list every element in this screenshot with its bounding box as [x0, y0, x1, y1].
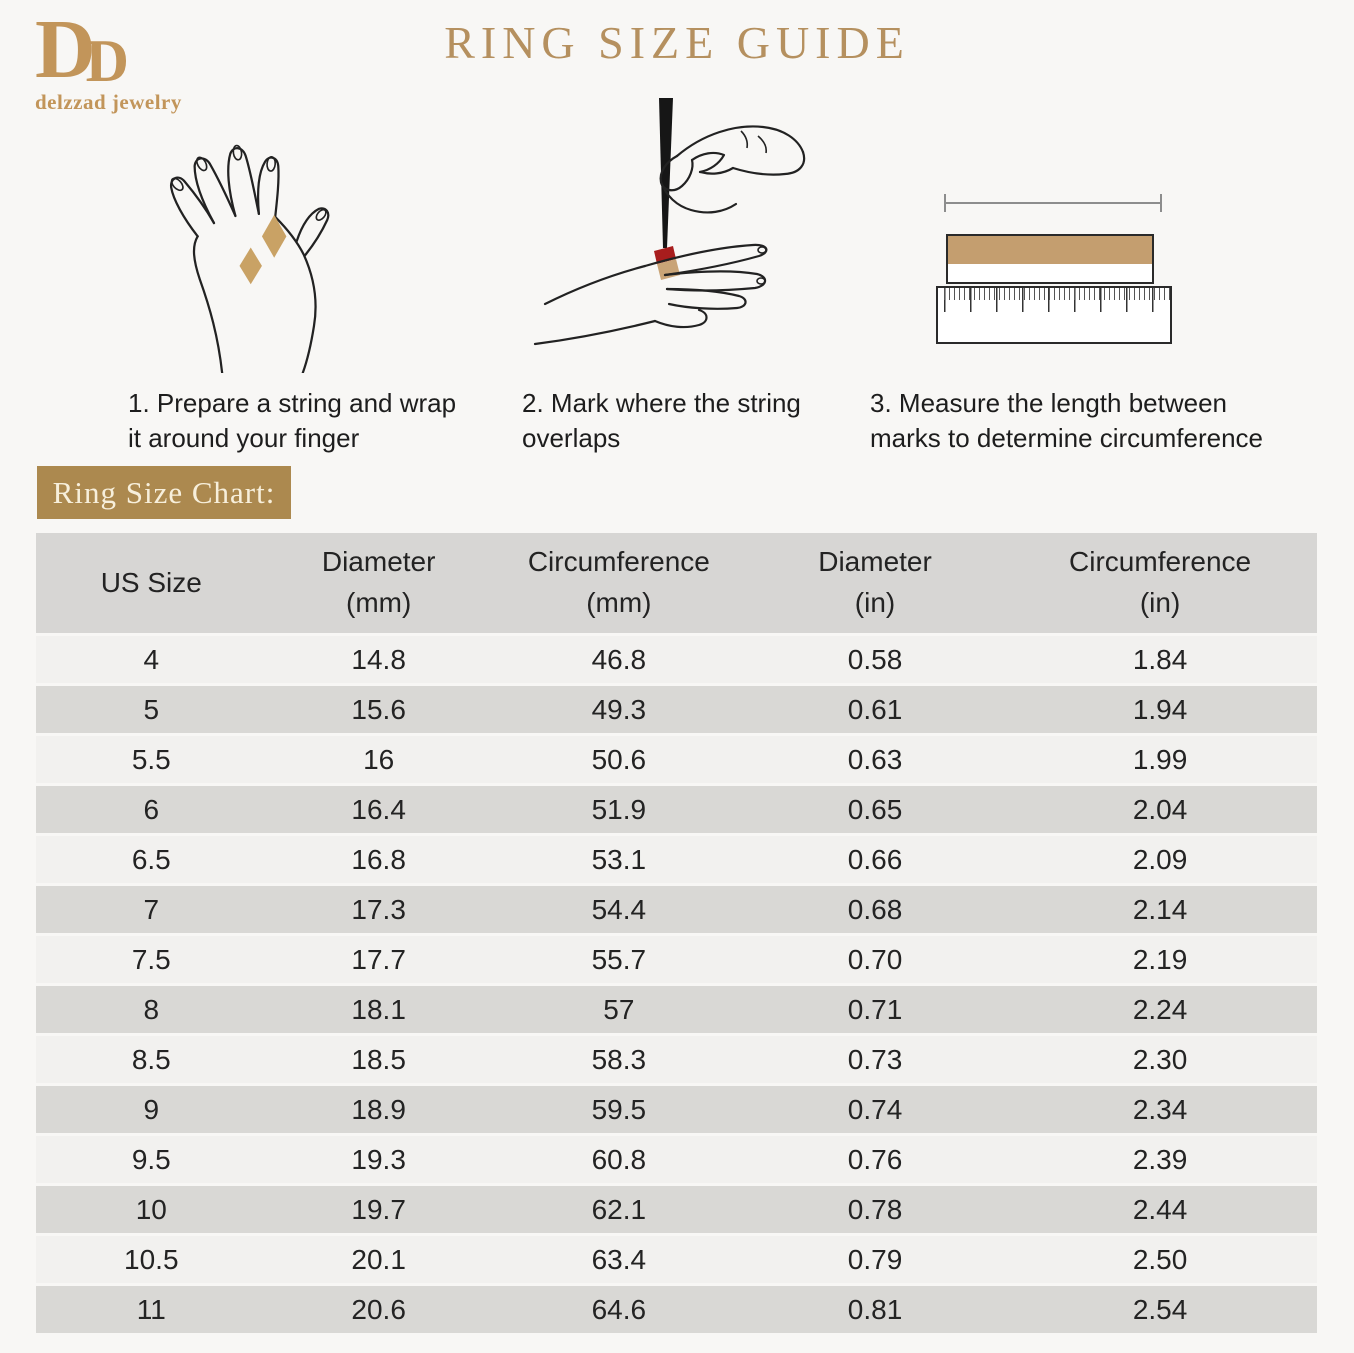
table-cell: 59.5 — [491, 1083, 747, 1133]
step-3-caption — [870, 386, 1340, 456]
monogram-letter: D — [35, 3, 96, 96]
table-row — [36, 633, 1317, 683]
ring-size-chart-label: Ring Size Chart: — [37, 466, 291, 519]
table-cell: 0.71 — [747, 983, 1003, 1033]
table-cell: 8 — [36, 983, 267, 1033]
table-cell: 0.65 — [747, 783, 1003, 833]
table-cell: 10.5 — [36, 1233, 267, 1283]
table-cell: 16 — [267, 733, 491, 783]
table-cell: 18.9 — [267, 1083, 491, 1133]
table-cell: 16.4 — [267, 783, 491, 833]
table-cell: 17.7 — [267, 933, 491, 983]
table-cell: 58.3 — [491, 1033, 747, 1083]
table-cell: 62.1 — [491, 1183, 747, 1233]
table-cell: 0.79 — [747, 1233, 1003, 1283]
step-1-caption — [128, 386, 488, 456]
table-row — [36, 833, 1317, 883]
table-cell: 0.74 — [747, 1083, 1003, 1133]
ring-size-table — [36, 533, 1317, 1333]
table-cell: 51.9 — [491, 783, 747, 833]
pen-marking-hand-icon — [515, 98, 815, 363]
table-cell: 2.34 — [1003, 1083, 1317, 1133]
table-cell: 46.8 — [491, 633, 747, 683]
table-cell: 11 — [36, 1283, 267, 1333]
column-header-us-size: US Size — [36, 533, 267, 633]
table-row — [36, 1033, 1317, 1083]
table-cell: 18.1 — [267, 983, 491, 1033]
table-cell: 9 — [36, 1083, 267, 1133]
caption-line: it around your finger — [128, 423, 360, 454]
table-cell: 20.1 — [267, 1233, 491, 1283]
caption-line: 1. Prepare a string and wrap — [128, 388, 457, 418]
table-cell: 7.5 — [36, 933, 267, 983]
table-cell: 60.8 — [491, 1133, 747, 1183]
table-cell: 1.94 — [1003, 683, 1317, 733]
string-diamond — [262, 215, 286, 258]
table-cell: 55.7 — [491, 933, 747, 983]
monogram-letter: D — [85, 27, 130, 94]
table-cell: 54.4 — [491, 883, 747, 933]
table-cell: 0.66 — [747, 833, 1003, 883]
hand-with-string-icon — [150, 118, 380, 373]
table-row — [36, 983, 1317, 1033]
table-cell: 1.99 — [1003, 733, 1317, 783]
page-title: RING SIZE GUIDE — [444, 17, 910, 68]
table-cell: 63.4 — [491, 1233, 747, 1283]
table-cell: 0.78 — [747, 1183, 1003, 1233]
table-cell: 5.5 — [36, 733, 267, 783]
table-cell: 0.81 — [747, 1283, 1003, 1333]
table-cell: 6.5 — [36, 833, 267, 883]
table-cell: 0.63 — [747, 733, 1003, 783]
table-cell: 17.3 — [267, 883, 491, 933]
table-cell: 57 — [491, 983, 747, 1033]
table-row — [36, 1233, 1317, 1283]
caption-line: overlaps — [522, 423, 621, 454]
table-cell: 20.6 — [267, 1283, 491, 1333]
ruler-icon — [936, 286, 1172, 344]
table-cell: 2.09 — [1003, 833, 1317, 883]
string-strip-box — [946, 234, 1154, 284]
brand-name: delzzad jewelry — [35, 89, 182, 114]
column-header-circumference-in: Circumference (in) — [1003, 533, 1317, 633]
table-cell: 16.8 — [267, 833, 491, 883]
table-header-row — [36, 533, 1317, 633]
table-cell: 2.44 — [1003, 1183, 1317, 1233]
table-cell: 0.61 — [747, 683, 1003, 733]
table-cell: 0.70 — [747, 933, 1003, 983]
caption-line: 2. Mark where the string — [522, 388, 801, 418]
table-cell: 50.6 — [491, 733, 747, 783]
table-cell: 6 — [36, 783, 267, 833]
string-strip — [948, 236, 1152, 264]
table-cell: 8.5 — [36, 1033, 267, 1083]
table-row — [36, 1183, 1317, 1233]
table-row — [36, 783, 1317, 833]
table-cell: 4 — [36, 633, 267, 683]
table-cell: 2.39 — [1003, 1133, 1317, 1183]
column-header-diameter-in: Diameter (in) — [747, 533, 1003, 633]
table-cell: 0.73 — [747, 1033, 1003, 1083]
column-header-circumference-mm: Circumference (mm) — [491, 533, 747, 633]
table-cell: 2.14 — [1003, 883, 1317, 933]
column-header-diameter-mm: Diameter (mm) — [267, 533, 491, 633]
table-cell: 14.8 — [267, 633, 491, 683]
table-cell: 0.68 — [747, 883, 1003, 933]
table-cell: 2.30 — [1003, 1033, 1317, 1083]
table-row — [36, 883, 1317, 933]
table-cell: 2.04 — [1003, 783, 1317, 833]
table-cell: 18.5 — [267, 1033, 491, 1083]
ruler-measure-icon — [930, 192, 1180, 350]
table-cell: 2.24 — [1003, 983, 1317, 1033]
table-cell: 2.19 — [1003, 933, 1317, 983]
table-cell: 0.58 — [747, 633, 1003, 683]
string-diamond — [240, 248, 262, 285]
table-row — [36, 1283, 1317, 1333]
caption-line: marks to determine circumference — [870, 423, 1264, 454]
table-cell: 1.84 — [1003, 633, 1317, 683]
table-cell: 53.1 — [491, 833, 747, 883]
table-cell: 19.3 — [267, 1133, 491, 1183]
table-row — [36, 733, 1317, 783]
caption-line: 3. Measure the length between — [870, 388, 1228, 418]
table-cell: 15.6 — [267, 683, 491, 733]
table-row — [36, 1083, 1317, 1133]
table-row — [36, 1133, 1317, 1183]
measurement-line — [944, 202, 1162, 204]
table-cell: 49.3 — [491, 683, 747, 733]
table-cell: 19.7 — [267, 1183, 491, 1233]
table-cell: 2.54 — [1003, 1283, 1317, 1333]
table-cell: 9.5 — [36, 1133, 267, 1183]
table-row — [36, 933, 1317, 983]
size-table-body — [36, 633, 1317, 1333]
table-cell: 2.50 — [1003, 1233, 1317, 1283]
table-cell: 0.76 — [747, 1133, 1003, 1183]
table-cell: 64.6 — [491, 1283, 747, 1333]
table-cell: 5 — [36, 683, 267, 733]
step-2-caption — [522, 386, 852, 456]
table-row — [36, 683, 1317, 733]
table-cell: 10 — [36, 1183, 267, 1233]
table-cell: 7 — [36, 883, 267, 933]
